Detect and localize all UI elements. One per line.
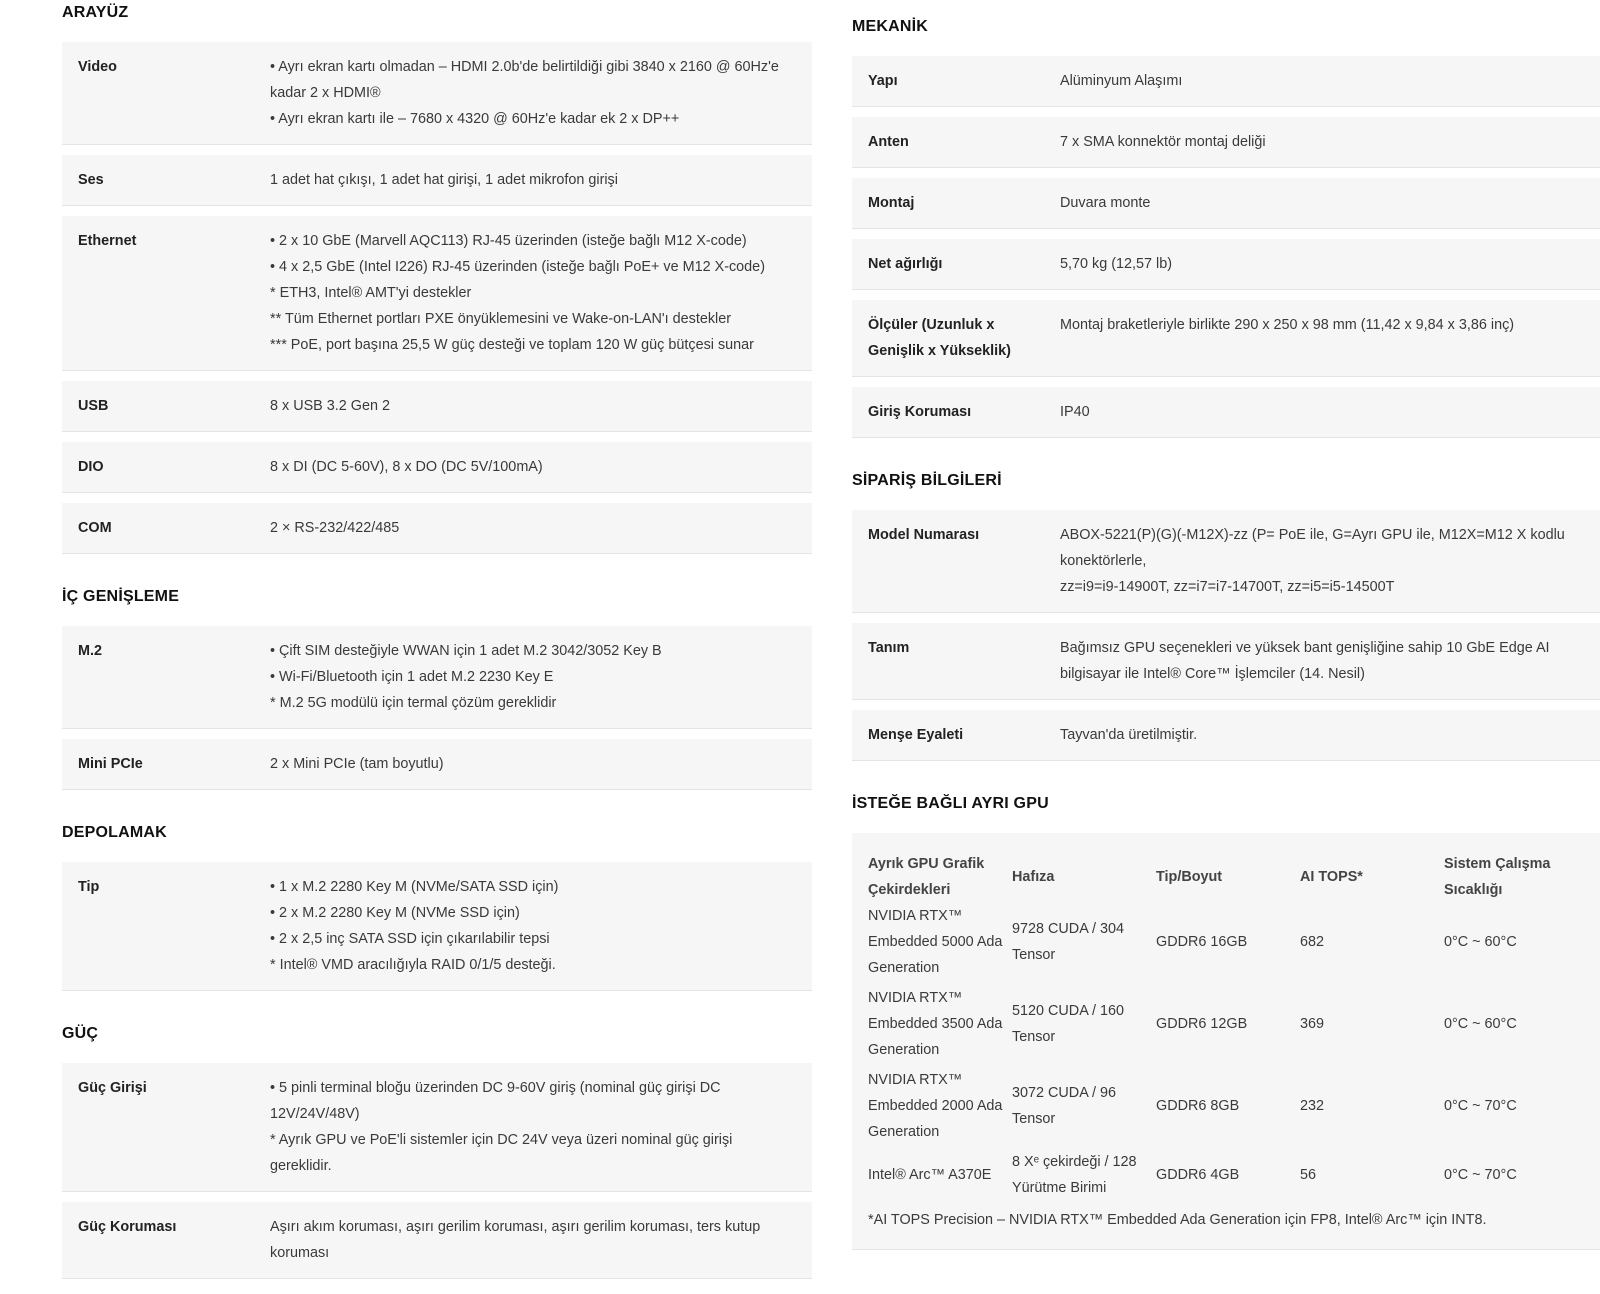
right-column [852,0,1600,1250]
gpu-temp: 0°C ~ 60°C [1444,934,1517,950]
cell-line: 9728 CUDA / 304 [1012,921,1124,937]
spec-row-antenna [852,117,1600,168]
spec-value: 8 x DI (DC 5-60V), 8 x DO (DC 5V/100mA) [270,459,543,475]
spec-value: 5,70 kg (12,57 lb) [1060,256,1172,272]
spec-value [270,228,796,358]
spec-row-dimensions [852,300,1600,377]
value-line: ** Tüm Ethernet portları PXE önyüklemesini ve Wake-on-LAN'ı destekler [270,311,732,327]
spec-value: 2 x Mini PCIe (tam boyutlu) [270,756,444,772]
spec-label: Video [78,59,117,75]
spec-value: IP40 [1060,404,1090,420]
table-row [868,985,1584,1067]
header-temp [1444,851,1584,903]
value-line: * Ayrık GPU ve PoE'li sistemler için DC 24V veya üzeri nominal güç girişi [270,1132,733,1148]
spec-row-com [62,503,812,554]
cell-line: Intel® Arc™ A370E [868,1167,992,1183]
gpu-type: GDDR6 4GB [1156,1167,1240,1183]
gpu-tops: 56 [1300,1167,1317,1183]
cell-line: Tensor [1012,1029,1056,1045]
gpu-table-box [852,833,1600,1250]
cell-line: Embedded 2000 Ada [868,1098,1003,1114]
spec-label: DIO [78,459,104,475]
left-column [62,0,812,1289]
value-line: 12V/24V/48V) [270,1106,360,1122]
value-line: kadar 2 x HDMI® [270,85,381,101]
spec-row-origin [852,710,1600,761]
spec-row-minipcie [62,739,812,790]
spec-row-audio [62,155,812,206]
gpu-memory [1012,1149,1156,1205]
cell-line: NVIDIA RTX™ [868,990,963,1006]
spec-label: Net ağırlığı [868,256,943,272]
header-tops: AI TOPS* [1300,869,1363,885]
cell-line: NVIDIA RTX™ [868,1072,963,1088]
spec-row-usb [62,381,812,432]
spec-label: Tanım [868,640,910,656]
gpu-name [868,903,1012,985]
header-line: Çekirdekleri [868,882,951,898]
value-line: • 2 x M.2 2280 Key M (NVMe SSD için) [270,905,520,921]
spec-value: Montaj braketleriyle birlikte 290 x 250 x 98 mm (11,42 x 9,84 x 3,86 inç) [1060,317,1515,333]
spec-label: Tip [78,879,100,895]
value-line: gereklidir. [270,1158,332,1174]
spec-label: Ethernet [78,233,137,249]
spec-label: Model Numarası [868,527,980,543]
header-type: Tip/Boyut [1156,869,1223,885]
spec-row-ethernet [62,216,812,371]
spec-label: USB [78,398,109,414]
spec-label: Ses [78,172,104,188]
header-line: Ayrık GPU Grafik [868,856,985,872]
cell-line: Embedded 3500 Ada [868,1016,1003,1032]
label-line: Genişlik x Yükseklik) [868,343,1011,359]
spec-value: Alüminyum Alaşımı [1060,73,1183,89]
spec-label: Güç Koruması [78,1219,177,1235]
value-line: konektörlerle, [1060,553,1147,569]
gpu-type: GDDR6 12GB [1156,1016,1248,1032]
section-title-gpu: İSTEĞE BAĞLI AYRI GPU [852,795,1049,812]
section-title-ordering: SİPARİŞ BİLGİLERİ [852,472,1002,489]
cell-line: Yürütme Birimi [1012,1180,1107,1196]
cell-line: Tensor [1012,1111,1056,1127]
gpu-table-header [868,851,1584,903]
section-title-expansion: İÇ GENİŞLEME [62,588,180,605]
gpu-type: GDDR6 8GB [1156,1098,1240,1114]
cell-line: Generation [868,1124,940,1140]
spec-row-m2 [62,626,812,729]
gpu-temp: 0°C ~ 70°C [1444,1167,1517,1183]
spec-label: Menşe Eyaleti [868,727,964,743]
value-line: * M.2 5G modülü için termal çözüm gereklidir [270,695,557,711]
gpu-memory [1012,985,1156,1067]
header-line: Sıcaklığı [1444,882,1503,898]
spec-value [1060,522,1584,600]
value-line: • 4 x 2,5 GbE (Intel I226) RJ-45 üzerinden (isteğe bağlı PoE+ ve M12 X-code) [270,259,765,275]
cell-line: Tensor [1012,947,1056,963]
spec-value: Duvara monte [1060,195,1151,211]
value-line: bilgisayar ile Intel® Core™ İşlemciler (14. Nesil) [1060,666,1365,682]
spec-label: Montaj [868,195,915,211]
spec-row-dio [62,442,812,493]
value-line: zz=i9=i9-14900T, zz=i7=i7-14700T, zz=i5=i5-14500T [1060,579,1395,595]
spec-value: 7 x SMA konnektör montaj deliği [1060,134,1266,150]
gpu-tops: 682 [1300,934,1325,950]
spec-value: 1 adet hat çıkışı, 1 adet hat girişi, 1 adet mikrofon girişi [270,172,618,188]
value-line: • 1 x M.2 2280 Key M (NVMe/SATA SSD için) [270,879,559,895]
spec-value [270,874,796,978]
spec-label: Yapı [868,73,898,89]
section-title-mechanical: MEKANİK [852,18,929,35]
spec-label: Anten [868,134,909,150]
table-row [868,903,1584,985]
spec-row-power-input [62,1063,812,1192]
gpu-temp: 0°C ~ 60°C [1444,1016,1517,1032]
value-line: * ETH3, Intel® AMT'yi destekler [270,285,472,301]
cell-line: Generation [868,960,940,976]
cell-line: 5120 CUDA / 160 [1012,1003,1124,1019]
value-line: * Intel® VMD aracılığıyla RAID 0/1/5 desteği. [270,957,556,973]
value-line: • 2 x 10 GbE (Marvell AQC113) RJ-45 üzerinden (isteğe bağlı M12 X-code) [270,233,747,249]
label-line: Ölçüler (Uzunluk x [868,317,995,333]
value-line: Aşırı akım koruması, aşırı gerilim koruması, aşırı gerilim koruması, ters kutup [270,1219,761,1235]
table-row [868,1067,1584,1149]
spec-row-power-protection [62,1202,812,1279]
cell-line: 8 Xᵉ çekirdeği / 128 [1012,1154,1137,1170]
gpu-temp: 0°C ~ 70°C [1444,1098,1517,1114]
spec-row-video [62,42,812,145]
spec-label: M.2 [78,643,102,659]
value-line: • Ayrı ekran kartı olmadan – HDMI 2.0b'de belirtildiği gibi 3840 x 2160 @ 60Hz'e [270,59,779,75]
spec-value [270,1075,796,1179]
spec-row-model [852,510,1600,613]
gpu-name [868,1149,1012,1205]
gpu-tops: 232 [1300,1098,1325,1114]
gpu-name [868,985,1012,1067]
spec-value: 2 × RS-232/422/485 [270,520,400,536]
spec-value: Tayvan'da üretilmiştir. [1060,727,1198,743]
spec-label: Giriş Koruması [868,404,972,420]
cell-line: 3072 CUDA / 96 [1012,1085,1116,1101]
value-line: • Çift SIM desteğiyle WWAN için 1 adet M.2 3042/3052 Key B [270,643,662,659]
cell-line: Embedded 5000 Ada [868,934,1003,950]
gpu-table [868,851,1584,1205]
section-title-interface: ARAYÜZ [62,4,129,21]
header-core [868,851,1012,903]
header-memory: Hafıza [1012,869,1055,885]
value-line: • Ayrı ekran kartı ile – 7680 x 4320 @ 60Hz'e kadar ek 2 x DP++ [270,111,680,127]
gpu-tops: 369 [1300,1016,1325,1032]
value-line: koruması [270,1245,330,1261]
section-title-power: GÜÇ [62,1025,99,1042]
value-line: *** PoE, port başına 25,5 W güç desteği ve toplam 120 W güç bütçesi sunar [270,337,754,353]
value-line: • Wi-Fi/Bluetooth için 1 adet M.2 2230 Key E [270,669,554,685]
spec-value [1060,635,1584,687]
value-line: • 2 x 2,5 inç SATA SSD için çıkarılabilir tepsi [270,931,550,947]
spec-value [270,1214,796,1266]
cell-line: Generation [868,1042,940,1058]
section-title-storage: DEPOLAMAK [62,824,167,841]
table-row [868,1149,1584,1205]
spec-value: 8 x USB 3.2 Gen 2 [270,398,390,414]
spec-value [270,638,796,716]
spec-label [868,312,1060,364]
gpu-name [868,1067,1012,1149]
gpu-memory [1012,1067,1156,1149]
spec-label: COM [78,520,112,536]
value-line: Bağımsız GPU seçenekleri ve yüksek bant genişliğine sahip 10 GbE Edge AI [1060,640,1550,656]
spec-row-storage-type [62,862,812,991]
spec-row-weight [852,239,1600,290]
spec-row-mounting [852,178,1600,229]
gpu-footnote: *AI TOPS Precision – NVIDIA RTX™ Embedded Ada Generation için FP8, Intel® Arc™ için INT8. [868,1212,1487,1228]
spec-label: Güç Girişi [78,1080,147,1096]
spec-value [270,54,796,132]
cell-line: NVIDIA RTX™ [868,908,963,924]
gpu-memory [1012,903,1156,985]
spec-row-description [852,623,1600,700]
gpu-type: GDDR6 16GB [1156,934,1248,950]
value-line: ABOX-5221(P)(G)(-M12X)-zz (P= PoE ile, G=Ayrı GPU ile, M12X=M12 X kodlu [1060,527,1565,543]
spec-row-ip [852,387,1600,438]
value-line: • 5 pinli terminal bloğu üzerinden DC 9-60V giriş (nominal güç girişi DC [270,1080,721,1096]
spec-label: Mini PCIe [78,756,143,772]
header-line: Sistem Çalışma [1444,856,1551,872]
spec-row-structure [852,56,1600,107]
